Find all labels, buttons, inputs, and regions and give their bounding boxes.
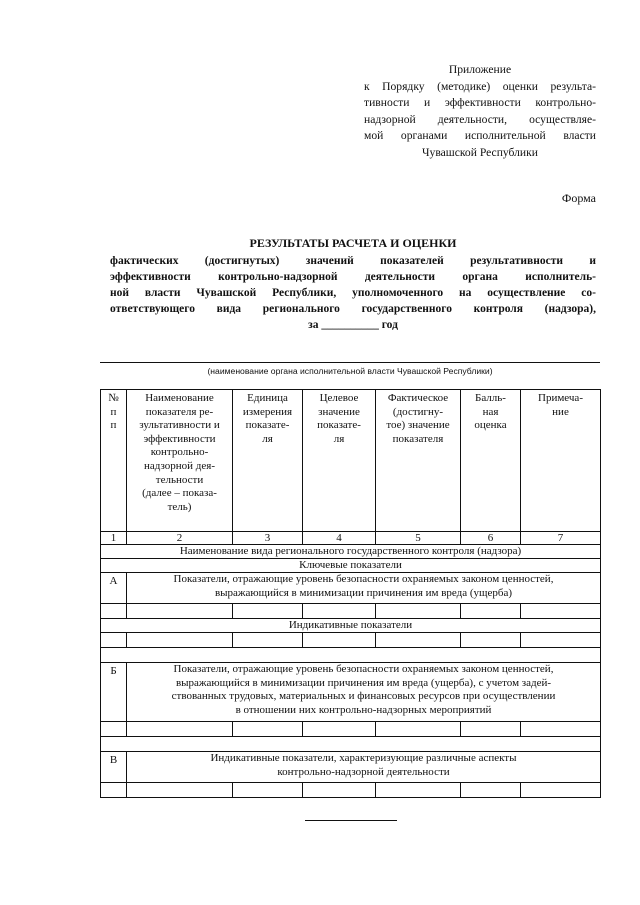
appendix-title: Приложение: [448, 63, 512, 76]
spacer-row: [101, 737, 601, 752]
spacer-cell: [101, 648, 601, 663]
header-cell-note: Примеча- ние: [521, 390, 601, 532]
empty-cell: [233, 633, 303, 648]
empty-cell: [303, 633, 376, 648]
empty-cell: [521, 722, 601, 737]
subtitle-line: эффективности контрольно-надзорной деятельности органа исполнитель-: [110, 271, 596, 283]
column-number: 7: [521, 532, 601, 545]
table-row: [101, 722, 601, 737]
table-column-numbers-row: [101, 532, 601, 545]
header-cell-number: № п п: [101, 390, 127, 532]
column-number: 2: [127, 532, 233, 545]
indicative-indicators-cell: Индикативные показатели: [101, 619, 601, 633]
empty-cell: [303, 722, 376, 737]
section-b-text: Показатели, отражающие уровень безопасности охраняемых законом ценностей, выражающийся в минимизации причинения им вреда (ущерба), с учетом задей- ствованных трудовых, материальных и финансовых ресурсов при осуществлении в отношении них контрольно-надзорных мероприятий: [127, 663, 601, 722]
empty-cell: [101, 722, 127, 737]
subtitle-line: ной власти Чувашской Республики, уполномоченного на осуществление со-: [110, 287, 596, 299]
section-c-row: [101, 752, 601, 783]
empty-cell: [101, 604, 127, 619]
empty-cell: [233, 783, 303, 798]
appendix-line: Чувашской Республики: [422, 145, 538, 159]
document-subtitle: [110, 253, 596, 333]
empty-cell: [303, 604, 376, 619]
appendix-line: тивности и эффективности контрольно-: [364, 96, 596, 109]
org-name-caption: (наименование органа исполнительной власти Чувашской Республики): [207, 366, 493, 376]
header-cell-indicator-name: Наименование показателя ре- зультативности и эффективности контрольно- надзорной дея- тельности (далее – показа- тель): [127, 390, 233, 532]
empty-cell: [376, 604, 461, 619]
subtitle-line: ответствующего вида регионального государственного контроля (надзора),: [110, 303, 596, 315]
column-number: 3: [233, 532, 303, 545]
column-number: 1: [101, 532, 127, 545]
empty-cell: [233, 604, 303, 619]
end-rule: [305, 820, 397, 821]
column-number: 4: [303, 532, 376, 545]
empty-cell: [101, 633, 127, 648]
section-b-row: [101, 663, 601, 722]
empty-cell: [127, 783, 233, 798]
appendix-line: надзорной деятельности, осуществляе-: [364, 112, 596, 126]
key-indicators-row: [101, 559, 601, 573]
indicative-indicators-row: [101, 619, 601, 633]
header-cell-target: Целевое значение показате- ля: [303, 390, 376, 532]
spacer-row: [101, 648, 601, 663]
spacer-cell: [101, 737, 601, 752]
empty-cell: [521, 633, 601, 648]
appendix-block: [364, 62, 596, 161]
empty-cell: [461, 604, 521, 619]
table-row: [101, 633, 601, 648]
header-cell-score: Балль- ная оценка: [461, 390, 521, 532]
empty-cell: [461, 722, 521, 737]
empty-cell: [521, 783, 601, 798]
empty-cell: [461, 633, 521, 648]
empty-cell: [127, 633, 233, 648]
section-a-label: А: [101, 573, 127, 604]
subtitle-year-line: за __________ год: [308, 319, 398, 331]
section-a-text: Показатели, отражающие уровень безопасности охраняемых законом ценностей, выражающийся в минимизации причинения им вреда (ущерба): [127, 573, 601, 604]
header-cell-actual: Фактическое (достигну- тое) значение показателя: [376, 390, 461, 532]
key-indicators-cell: Ключевые показатели: [101, 559, 601, 573]
empty-cell: [521, 604, 601, 619]
section-c-text: Индикативные показатели, характеризующие различные аспекты контрольно-надзорной деятельности: [127, 752, 601, 783]
table-header-row: [101, 390, 601, 532]
control-type-row: [101, 545, 601, 559]
empty-cell: [127, 722, 233, 737]
column-number: 5: [376, 532, 461, 545]
appendix-line: к Порядку (методике) оценки результа-: [364, 79, 596, 93]
empty-cell: [461, 783, 521, 798]
appendix-line: мой органами исполнительной власти: [364, 129, 596, 142]
table-row: [101, 783, 601, 798]
header-cell-unit: Единица измерения показате- ля: [233, 390, 303, 532]
section-c-label: В: [101, 752, 127, 783]
empty-cell: [101, 783, 127, 798]
empty-cell: [376, 633, 461, 648]
subtitle-line: фактических (достигнутых) значений показателей результативности и: [110, 255, 596, 267]
document-title: РЕЗУЛЬТАТЫ РАСЧЕТА И ОЦЕНКИ: [249, 236, 457, 250]
empty-cell: [303, 783, 376, 798]
form-label: Форма: [561, 191, 596, 205]
section-a-row: [101, 573, 601, 604]
column-number: 6: [461, 532, 521, 545]
table-row: [101, 604, 601, 619]
control-type-cell: Наименование вида регионального государственного контроля (надзора): [101, 545, 601, 559]
empty-cell: [376, 783, 461, 798]
empty-cell: [376, 722, 461, 737]
results-table: [100, 389, 601, 798]
org-name-underline: [100, 362, 600, 363]
section-b-label: Б: [101, 663, 127, 722]
empty-cell: [233, 722, 303, 737]
empty-cell: [127, 604, 233, 619]
